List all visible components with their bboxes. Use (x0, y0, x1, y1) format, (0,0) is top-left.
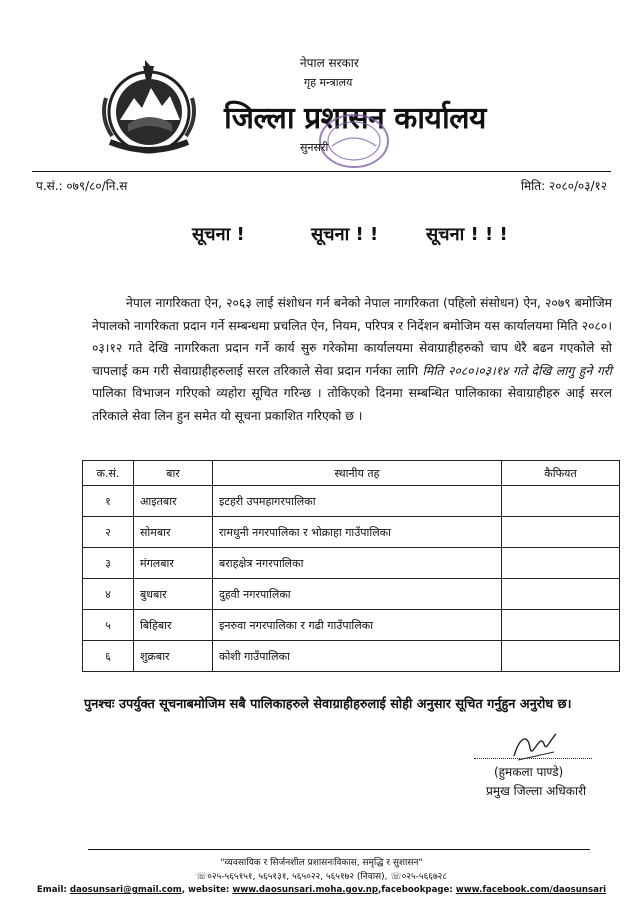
header-day: बार (134, 461, 213, 486)
row-remarks (502, 641, 620, 672)
table-row (83, 486, 620, 517)
district-name: सुनसरी (300, 141, 329, 154)
row-day: बिहिबार (134, 610, 213, 641)
nepal-government-emblem (96, 58, 202, 158)
row-day: आइतबार (134, 486, 213, 517)
notice-heading-3: सूचना ! ! ! (426, 224, 508, 245)
email-label: Email: (36, 885, 67, 895)
row-serial: ४ (83, 579, 134, 610)
row-serial: ३ (83, 548, 134, 579)
row-local-level: बराहक्षेत्र नगरपालिका (213, 548, 502, 579)
row-local-level: रामधुनी नगरपालिका र भोक्राहा गाउँपालिका (213, 517, 502, 548)
notice-body (92, 292, 612, 428)
footer-phones: ☏०२५-५६५१५१, ५६५१३१, ५६५०२२, ५६५१७२ (निवास), ☏०२५-५६६७२८ (195, 872, 447, 882)
office-title: जिल्ला प्रशासन कार्यालय (224, 101, 486, 136)
website-link[interactable]: www.daosunsari.moha.gov.np (232, 885, 379, 895)
schedule-table (82, 460, 620, 672)
footer-divider (88, 849, 590, 850)
footer-contact (0, 885, 643, 895)
body-text-start: नेपाल नागरिकता ऐन, २०६३ लाई संशोधन गर्न बनेको नेपाल नागरिकता (पहिलो संसोधन) ऐन, २०७९ बमोजिम नेपालको नागरिकता प्रदान गर्ने सम्बन्धमा प्रचलित ऐन, नियम, परिपत्र र निर्देशन बमोजिम यस कार्यालयमा मिति २०८०।०३।१२ गते देखि नागरिकता प्रदान गर्ने कार्य सुरु गरेकोमा कार्यालयमा सेवाग्राहीहरुको चाप धेरै बढन गएकोले सो चापलाई कम गरी सेवाग्राहीहरुलाई सरल तरिकाले सेवा प्रदान गर्नका लागि (92, 296, 612, 378)
reference-number: प.सं.: ०७९/८०/नि.स (36, 179, 128, 193)
row-day: मंगलबार (134, 548, 213, 579)
facebook-link[interactable]: www.facebook.com/daosunsari (455, 885, 607, 895)
body-effective-date: मिति २०८०।०३।१४ गते देखि लागु हुने गरी (422, 363, 612, 378)
ministry-name: गृह मन्त्रालय (304, 76, 353, 89)
row-remarks (502, 548, 620, 579)
header-remarks: कैफियत (502, 461, 620, 486)
row-serial: १ (83, 486, 134, 517)
signatory-title: प्रमुख जिल्ला अधिकारी (486, 784, 587, 798)
row-local-level: दुहवी नगरपालिका (213, 579, 502, 610)
row-serial: ५ (83, 610, 134, 641)
table-row (83, 641, 620, 672)
table-row (83, 548, 620, 579)
facebook-label: ,facebookpage: (378, 885, 453, 895)
row-day: बुधबार (134, 579, 213, 610)
notice-heading-2: सूचना ! ! (311, 224, 379, 245)
notice-date: मिति: २०८०/०३/१२ (520, 179, 607, 193)
row-day: शुक्रबार (134, 641, 213, 672)
row-remarks (502, 610, 620, 641)
body-text-end: पालिका विभाजन गरिएको व्यहोरा सूचित गरिन्छ । तोकिएको दिनमा सम्बन्धित पालिकाका सेवाग्राहीहरु आई सरल तरिकाले सेवा लिन हुन समेत यो सूचना प्रकाशित गरिएको छ । (92, 386, 612, 423)
table-row (83, 517, 620, 548)
handwritten-signature (510, 726, 560, 766)
table-row (83, 579, 620, 610)
footer-motto: "व्यवसायिक र सिर्जनशील प्रशासनःविकास, समृद्धि र सुशासन" (220, 858, 423, 868)
header-divider (32, 171, 611, 172)
header-local-level: स्थानीय तह (213, 461, 502, 486)
row-serial: २ (83, 517, 134, 548)
website-label: , website: (181, 885, 230, 895)
email-link[interactable]: daosunsari@gmail.com (69, 885, 182, 895)
row-local-level: कोशी गाउँपालिका (213, 641, 502, 672)
row-remarks (502, 579, 620, 610)
row-remarks (502, 517, 620, 548)
row-local-level: इनरुवा नगरपालिका र गढी गाउँपालिका (213, 610, 502, 641)
row-day: सोमबार (134, 517, 213, 548)
signatory-name: (हुमकला पाण्डे) (494, 765, 564, 779)
signature-line (474, 758, 592, 759)
row-serial: ६ (83, 641, 134, 672)
header-serial: क.सं. (83, 461, 134, 486)
table-row (83, 610, 620, 641)
government-name: नेपाल सरकार (300, 56, 359, 70)
notice-heading-1: सूचना ! (192, 224, 245, 245)
row-local-level: इटहरी उपमहागरपालिका (213, 486, 502, 517)
row-remarks (502, 486, 620, 517)
table-header-row (83, 461, 620, 486)
postscript: पुनश्चः उपर्युक्त सूचनाबमोजिम सबै पालिकाहरुले सेवाग्राहीहरुलाई सोही अनुसार सूचित गर्नुहुन अनुरोध छ। (84, 697, 572, 712)
